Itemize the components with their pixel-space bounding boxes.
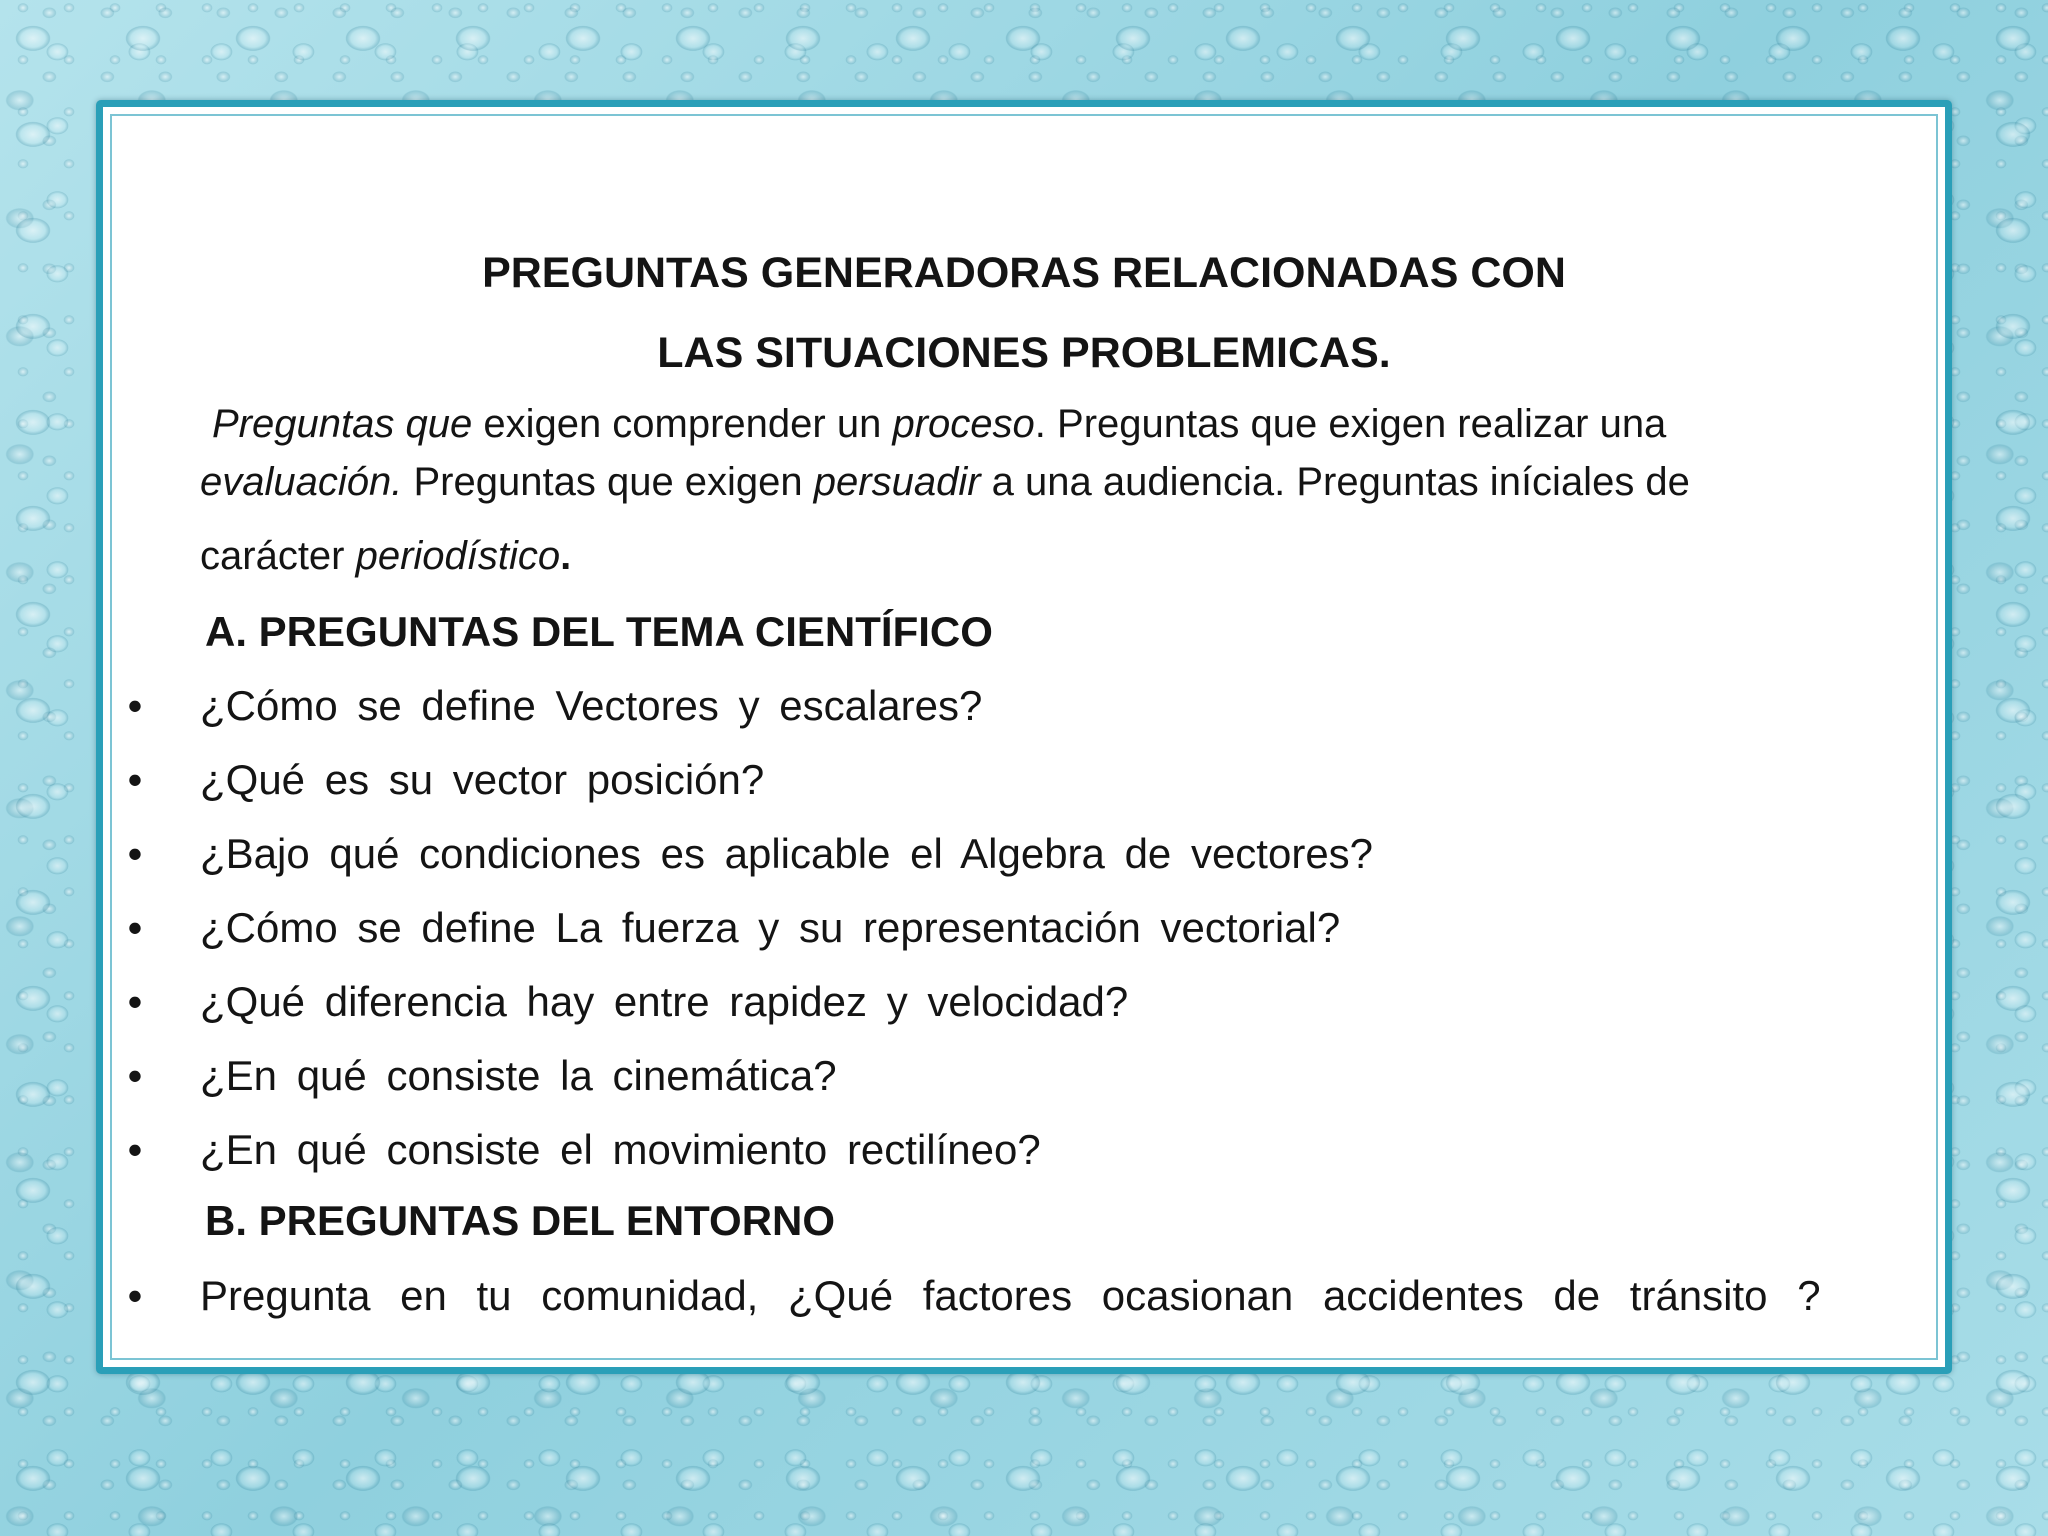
section-b-heading: B. PREGUNTAS DEL ENTORNO — [205, 1197, 836, 1244]
intro-line-1 — [212, 400, 1666, 448]
bullet-icon: • — [127, 682, 143, 729]
list-item-text: ¿Cómo se define La fuerza y su representación vectorial? — [200, 904, 1341, 951]
intro-text-2: . Preguntas que exigen realizar una — [1034, 402, 1667, 446]
intro-text-1: exigen comprender un — [472, 402, 893, 446]
intro-text-5: carácter — [200, 534, 356, 578]
list-item-text: ¿Qué es su vector posición? — [200, 756, 765, 803]
title-line-1: PREGUNTAS GENERADORAS RELACIONADAS CON — [482, 249, 1566, 297]
intro-italic-4: persuadir — [813, 460, 981, 504]
bullet-icon: • — [127, 1272, 143, 1319]
bullet-icon: • — [127, 1052, 143, 1099]
bullet-icon: • — [127, 904, 143, 951]
intro-line-2 — [200, 458, 1690, 506]
intro-italic-3: evaluación. — [200, 460, 403, 504]
list-item-text: Pregunta en tu comunidad, ¿Qué factores ocasionan accidentes de tránsito ? — [200, 1272, 1821, 1319]
intro-line-3 — [200, 532, 571, 580]
bullet-icon: • — [127, 756, 143, 803]
intro-period: . — [560, 534, 572, 578]
intro-italic-2: proceso — [892, 402, 1035, 446]
section-a-heading: A. PREGUNTAS DEL TEMA CIENTÍFICO — [205, 608, 993, 655]
list-item-text: ¿En qué consiste la cinemática? — [200, 1052, 837, 1099]
list-item-text: ¿Bajo qué condiciones es aplicable el Algebra de vectores? — [200, 830, 1374, 877]
intro-italic-5: periodístico — [355, 534, 561, 578]
list-item-text: ¿En qué consiste el movimiento rectilíneo? — [200, 1126, 1041, 1173]
title-line-2: LAS SITUACIONES PROBLEMICAS. — [657, 329, 1391, 377]
intro-text-4: a una audiencia. Preguntas iníciales de — [980, 460, 1690, 504]
bullet-icon: • — [127, 978, 143, 1025]
list-item-text: ¿Qué diferencia hay entre rapidez y velocidad? — [200, 978, 1129, 1025]
intro-text-3: Preguntas que exigen — [402, 460, 814, 504]
bullet-icon: • — [127, 830, 143, 877]
bullet-icon: • — [127, 1126, 143, 1173]
list-item-text: ¿Cómo se define Vectores y escalares? — [200, 682, 983, 729]
intro-italic-1: Preguntas que — [212, 402, 473, 446]
